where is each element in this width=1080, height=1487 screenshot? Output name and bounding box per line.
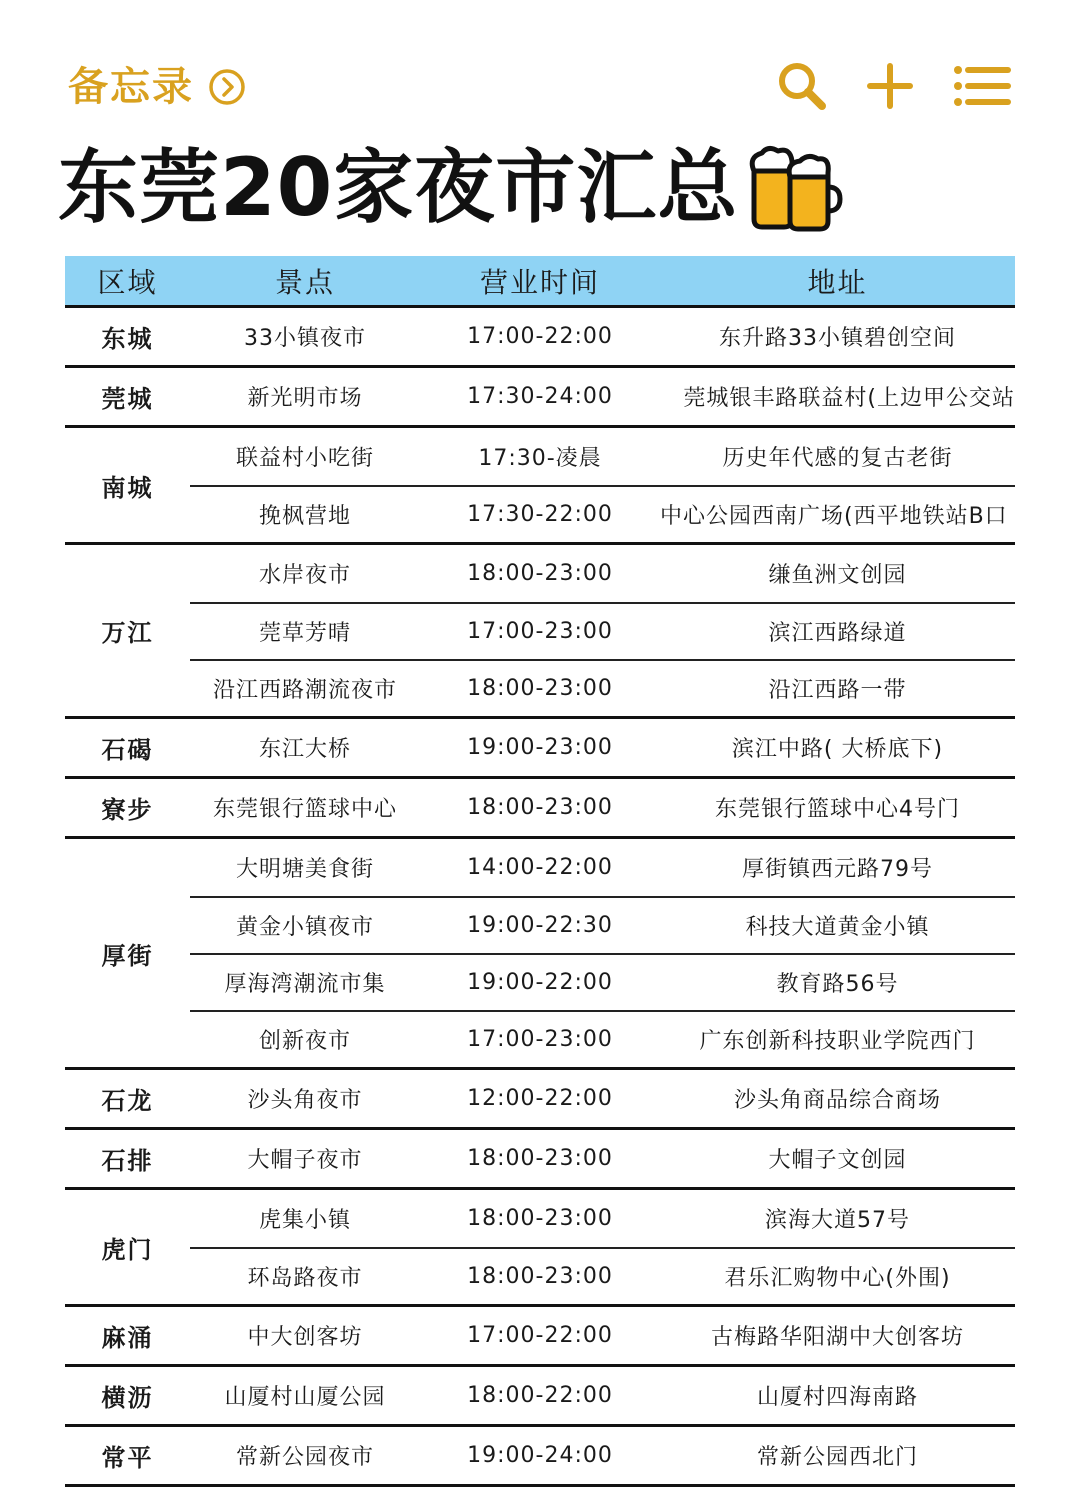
spot-cell: 沿江西路潮流夜市 [212,678,397,703]
hours-cell: 17:00-22:00 [467,324,613,349]
region-group [65,1190,1015,1307]
hours-cell: 12:00-22:00 [467,1086,613,1111]
hours-cell: 18:00-23:00 [467,676,613,701]
address-cell: 古梅路华阳湖中大创客坊 [710,1325,964,1350]
spot-cell: 山厦村山厦公园 [224,1385,386,1410]
plus-icon[interactable] [862,58,918,114]
region-group [65,545,1015,719]
region-cell: 虎门 [101,1235,154,1264]
address-cell: 厚街镇西元路79号 [742,857,933,882]
spot-cell: 常新公园夜市 [235,1445,374,1470]
table-row [190,1247,1015,1304]
address-cell: 君乐汇购物中心(外围) [724,1266,951,1291]
hours-cell: 18:00-23:00 [467,561,613,586]
chevron-right-circle-icon[interactable] [208,68,246,106]
hours-cell: 17:30-24:00 [467,384,613,409]
list-icon[interactable] [952,58,1012,114]
region-group [65,368,1015,428]
table-row [190,1307,1015,1364]
column-header-spot: 景点 [274,265,335,299]
title-row [58,140,844,236]
hours-cell: 17:30-凌晨 [478,446,602,471]
address-cell: 山厦村四海南路 [756,1385,918,1410]
spot-cell: 新光明市场 [247,386,363,411]
region-cell: 万江 [101,619,154,647]
address-cell: 沙头角商品综合商场 [733,1088,941,1113]
table-row [190,779,1015,836]
region-group [65,1307,1015,1367]
search-icon[interactable] [774,58,830,114]
spot-cell: 黄金小镇夜市 [235,915,374,940]
hours-cell: 17:00-23:00 [467,619,613,644]
table-row [190,545,1015,602]
table-row [190,428,1015,485]
address-cell: 大帽子文创园 [768,1148,907,1173]
region-group [65,308,1015,368]
page-title: 东莞20家夜市汇总 [58,141,739,234]
address-cell: 滨江中路( 大桥底下) [731,737,944,762]
spot-cell: 联益村小吃街 [235,446,374,471]
address-cell: 教育路56号 [776,972,899,997]
spot-cell: 东莞银行篮球中心 [212,797,397,822]
spot-cell: 中大创客坊 [247,1325,363,1350]
spot-cell: 环岛路夜市 [247,1266,363,1291]
hours-cell: 17:00-23:00 [467,1027,613,1052]
address-cell: 东升路33小镇碧创空间 [719,326,956,351]
region-cell: 横沥 [101,1384,154,1412]
hours-cell: 18:00-23:00 [467,1206,613,1231]
hours-cell: 18:00-23:00 [467,1264,613,1289]
address-cell: 常新公园西北门 [756,1445,918,1470]
address-cell: 东莞银行篮球中心4号门 [715,797,960,822]
address-cell: 滨江西路绿道 [768,621,907,646]
table-row [190,1367,1015,1424]
region-cell: 莞城 [101,385,154,413]
table-row [190,896,1015,953]
table-header [65,256,1015,308]
region-group [65,1427,1015,1487]
spot-cell: 虎集小镇 [258,1208,351,1233]
address-cell: 中心公园西南广场(西平地铁站B口 [660,504,1008,529]
region-group [65,1367,1015,1427]
region-cell: 南城 [101,473,154,502]
address-cell: 历史年代感的复古老街 [722,446,953,471]
region-group [65,1130,1015,1190]
spot-cell: 沙头角夜市 [247,1088,363,1113]
region-group [65,779,1015,839]
column-header-region: 区域 [97,265,158,299]
hours-cell: 18:00-23:00 [467,795,613,820]
table-row [190,659,1015,716]
address-cell: 滨海大道57号 [765,1208,910,1233]
region-cell: 麻涌 [101,1324,154,1352]
region-cell: 寮步 [101,796,154,824]
spot-cell: 大帽子夜市 [247,1148,363,1173]
hours-cell: 18:00-23:00 [467,1146,613,1171]
hours-cell: 14:00-22:00 [467,855,613,880]
hours-cell: 17:30-22:00 [467,502,613,527]
night-market-table [65,256,1015,1487]
address-cell: 科技大道黄金小镇 [745,915,930,940]
region-cell: 石排 [101,1147,154,1175]
spot-cell: 挽枫营地 [258,504,351,529]
column-header-hours: 营业时间 [479,265,600,299]
table-row [190,368,1015,425]
region-cell: 东城 [101,325,154,353]
hours-cell: 19:00-22:00 [467,970,613,995]
table-row [190,308,1015,365]
top-toolbar [0,0,1080,130]
region-group [65,1070,1015,1130]
region-cell: 厚街 [101,941,154,970]
table-row [190,485,1015,542]
table-row [190,602,1015,659]
address-cell: 缣鱼洲文创园 [768,563,907,588]
hours-cell: 19:00-24:00 [467,1443,613,1468]
table-row [190,1130,1015,1187]
table-body [65,308,1015,1487]
region-group [65,428,1015,545]
table-row [190,839,1015,896]
hours-cell: 19:00-22:30 [467,913,613,938]
table-row [190,719,1015,776]
table-row [190,1070,1015,1127]
hours-cell: 17:00-22:00 [467,1323,613,1348]
spot-cell: 莞草芳晴 [258,621,351,646]
table-row [190,953,1015,1010]
back-button-label[interactable]: 备忘录 [68,64,194,110]
spot-cell: 东江大桥 [258,737,351,762]
spot-cell: 创新夜市 [258,1029,351,1054]
hours-cell: 18:00-22:00 [467,1383,613,1408]
region-cell: 石碣 [101,736,154,764]
region-cell: 常平 [101,1444,154,1472]
address-cell: 沿江西路一带 [768,678,907,703]
address-cell: 莞城银丰路联益村(上边甲公交站 [683,386,1015,411]
table-row [190,1010,1015,1067]
hours-cell: 19:00-23:00 [467,735,613,760]
spot-cell: 大明塘美食街 [235,857,374,882]
spot-cell: 厚海湾潮流市集 [224,972,386,997]
column-header-address: 地址 [807,265,868,299]
table-row [190,1427,1015,1484]
spot-cell: 33小镇夜市 [244,326,366,351]
region-group [65,719,1015,779]
region-group [65,839,1015,1070]
region-cell: 石龙 [101,1087,154,1115]
table-row [190,1190,1015,1247]
address-cell: 广东创新科技职业学院西门 [699,1029,976,1054]
beer-mugs-icon [746,143,844,233]
spot-cell: 水岸夜市 [258,563,351,588]
